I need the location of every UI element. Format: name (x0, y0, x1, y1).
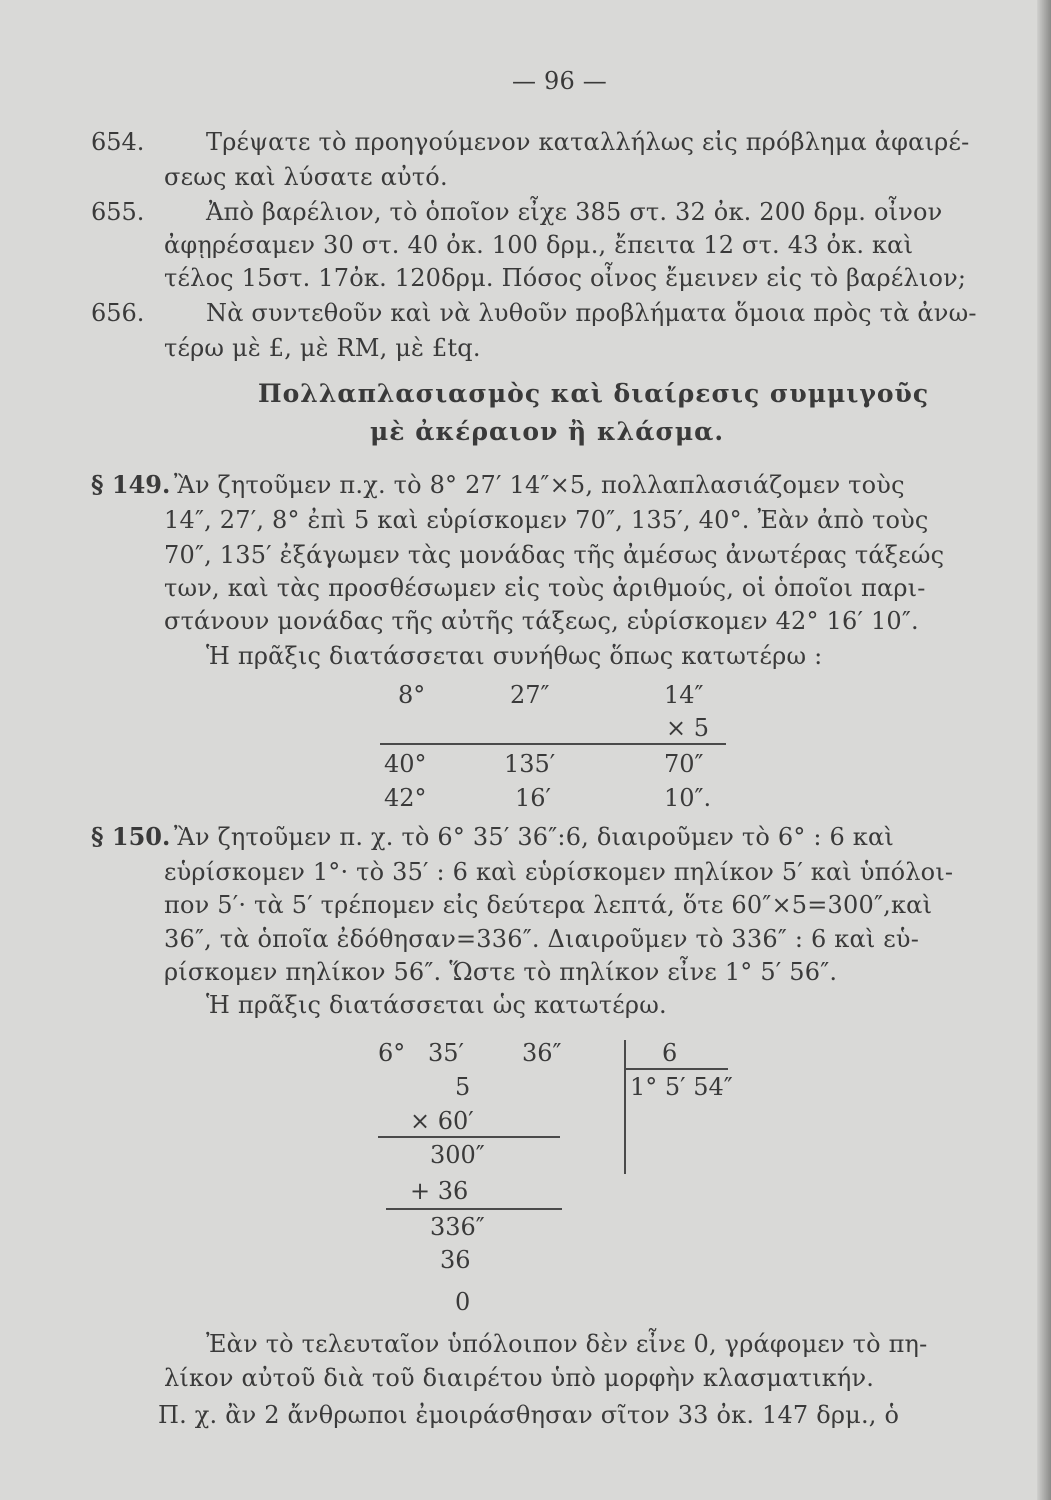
paragraph-label: § 150. (91, 822, 171, 851)
exercise-number: 654. (91, 128, 145, 156)
division-rule (378, 1136, 560, 1138)
page-edge-shadow (1037, 0, 1051, 1500)
exercise-number: 655. (91, 198, 145, 226)
division-step: 0 (455, 1288, 471, 1316)
paragraph-text-line: των, καὶ τὰς προσθέσωμεν εἰς τοὺς ἀριθμούς, οἱ ὁποῖοι παρι- (164, 574, 926, 602)
paragraph-text-line: πον 5′· τὰ 5′ τρέπομεν εἰς δεύτερα λεπτά, ὅτε 60″×5=300″,καὶ (164, 891, 933, 919)
table-cell: 70″ (664, 750, 704, 778)
division-rule (386, 1208, 562, 1210)
paragraph-text-line: Ἂν ζητοῦμεν π. χ. τὸ 6° 35′ 36″:6, διαιροῦμεν τὸ 6° : 6 καὶ (174, 823, 894, 851)
paragraph-text-line: 14″, 27′, 8° ἐπὶ 5 καὶ εὑρίσκομεν 70″, 135′, 40°. Ἐὰν ἀπὸ τοὺς (164, 506, 929, 534)
table-cell: 8° (398, 681, 426, 709)
exercise-text-line: Νὰ συντεθοῦν καὶ νὰ λυθοῦν προβλήματα ὅμοια πρὸς τὰ ἀνω- (206, 299, 977, 327)
paragraph-text-line: εὑρίσκομεν 1°· τὸ 35′ : 6 καὶ εὑρίσκομεν πηλίκον 5′ καὶ ὑπόλοι- (164, 858, 954, 886)
exercise-number: 656. (91, 299, 145, 327)
divisor-rule (626, 1068, 728, 1070)
paragraph-text-line: ρίσκομεν πηλίκον 56″. Ὥστε τὸ πηλίκον εἶνε 1° 5′ 56″. (164, 958, 838, 986)
paragraph-text-line: 70″, 135′ ἐξάγωμεν τὰς μονάδας τῆς ἀμέσως ἀνωτέρας τάξεώς (164, 541, 945, 569)
quotient: 1° 5′ 54″ (630, 1073, 733, 1101)
closing-text-line: Ἐὰν τὸ τελευταῖον ὑπόλοιπον δὲν εἶνε 0, γράφομεν τὸ πη- (206, 1330, 928, 1358)
paragraph-text-line: Ἡ πρᾶξις διατάσσεται ὡς κατωτέρω. (206, 991, 667, 1019)
paragraph-text-line: στάνουν μονάδας τῆς αὐτῆς τάξεως, εὑρίσκομεν 42° 16′ 10″. (164, 607, 919, 635)
paragraph-text-line: 36″, τὰ ὁποῖα ἐδόθησαν=336″. Διαιροῦμεν τὸ 336″ : 6 καὶ εὑ- (164, 925, 920, 953)
section-heading: μὲ ἀκέραιον ἢ κλάσμα. (370, 417, 725, 446)
paragraph-text-line: Ἡ πρᾶξις διατάσσεται συνήθως ὅπως κατωτέρω : (206, 642, 823, 670)
table-cell: 27″ (510, 681, 550, 709)
division-step: 36 (440, 1246, 471, 1274)
closing-text-line: Π. χ. ἂν 2 ἄνθρωποι ἐμοιράσθησαν σῖτον 33 ὀκ. 147 δρμ., ὁ (158, 1401, 900, 1429)
closing-text-line: λίκον αὐτοῦ διὰ τοῦ διαιρέτου ὑπὸ μορφὴν κλασματικήν. (164, 1364, 875, 1392)
table-cell: 10″. (664, 784, 712, 812)
table-cell: 135′ (504, 750, 556, 778)
exercise-text-line: τέλος 15στ. 17ὀκ. 120δρμ. Πόσος οἶνος ἔμεινεν εἰς τὸ βαρέλιον; (164, 264, 967, 292)
division-cell: 35′ (428, 1039, 464, 1067)
multiplier: × 5 (666, 714, 710, 742)
table-cell: 16′ (515, 784, 551, 812)
division-step: 5 (455, 1073, 471, 1101)
division-step: 336″ (430, 1213, 485, 1241)
division-step: 300″ (430, 1141, 485, 1169)
table-rule (380, 743, 726, 745)
exercise-text-line: τέρω μὲ £, μὲ RM, μὲ £tq. (164, 334, 481, 362)
table-cell: 14″ (664, 681, 704, 709)
section-heading: Πολλαπλασιασμὸς καὶ διαίρεσις συμμιγοῦς (258, 379, 930, 408)
division-bar (624, 1040, 626, 1174)
divisor: 6 (662, 1039, 678, 1067)
division-cell: 36″ (522, 1039, 562, 1067)
table-cell: 42° (384, 784, 427, 812)
paragraph-label: § 149. (91, 470, 171, 499)
division-cell: 6° (378, 1039, 406, 1067)
exercise-text-line: σεως καὶ λύσατε αὐτό. (164, 163, 448, 191)
exercise-text-line: Τρέψατε τὸ προηγούμενον καταλλήλως εἰς πρόβλημα ἀφαιρέ- (206, 128, 970, 156)
paragraph-text-line: Ἂν ζητοῦμεν π.χ. τὸ 8° 27′ 14″×5, πολλαπλασιάζομεν τοὺς (174, 471, 905, 499)
table-cell: 40° (384, 750, 427, 778)
exercise-text-line: Ἀπὸ βαρέλιον, τὸ ὁποῖον εἶχε 385 στ. 32 ὀκ. 200 δρμ. οἶνον (206, 198, 943, 226)
division-step: + 36 (410, 1177, 469, 1205)
exercise-text-line: ἀφῃρέσαμεν 30 στ. 40 ὀκ. 100 δρμ., ἔπειτα 12 στ. 43 ὀκ. καὶ (164, 231, 914, 259)
division-step: × 60′ (410, 1107, 474, 1135)
page-number: — 96 — (512, 67, 607, 95)
